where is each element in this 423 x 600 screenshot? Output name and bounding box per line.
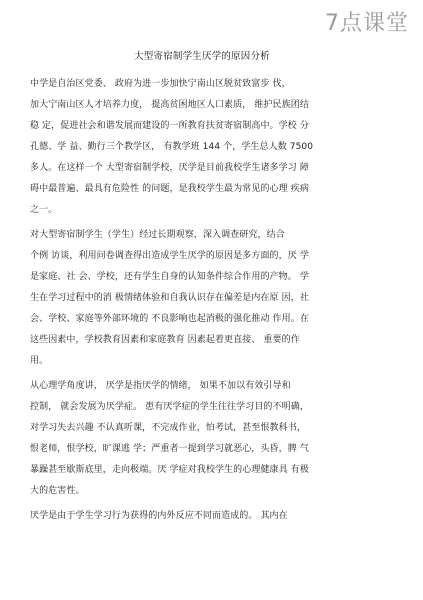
text-line: 用。 (30, 356, 49, 366)
text-line: 对大型寄宿制学生（学生）经过长期观察，深入调查研究，结合 (30, 230, 285, 240)
paragraph-4 (30, 506, 374, 527)
text-line: 会、学校、家庭等外部环境的 不良影响也起消极的强化推动 作用。在 (30, 314, 309, 324)
text-line: 恨老师，恨学校，旷课逃 学；严重者一提到学习就恶心，头昏，脾 气 (30, 444, 309, 454)
text-line: 是家庭、社 会、学校，还有学生自身的认知条件综合作用的产物。 学 (30, 272, 309, 282)
text-line: 之一。 (30, 205, 58, 215)
text-line: 多人。在这样一个 大型寄宿制学校，厌学是目前我校学生诸多学习 障 (30, 163, 309, 173)
text-line: 厌学是由于学生学习行为获得的内外反应不同而造成的。 其内在 (30, 511, 288, 521)
document-title: 大型寄宿制学生厌学的原因分析 (134, 51, 270, 62)
text-line: 加大宁南山区人才培养力度， 提高贫困地区人口素质， 维护民族团结 (30, 100, 309, 110)
text-line: 从心理学角度讲， 厌学是指厌学的情绪， 如果不加以有效引导和 (30, 381, 291, 391)
text-line: 稳 定，促进社会和谐发展而建设的一所教育扶贫寄宿制高中。学校 分 (30, 121, 309, 131)
text-line: 中学是自治区党委、 政府为进一步加快宁南山区脱贫致富步 伐， (30, 79, 291, 89)
text-line: 这些因素中，学校教育因素和家庭教育 因素起着更直接、 重要的作 (30, 335, 300, 345)
paragraph-2 (30, 225, 374, 372)
text-line: 大的危害性。 (30, 486, 85, 496)
text-line: 碍中最普遍、最具有危险性 的问题，是我校学生最为常见的心理 疾病 (30, 184, 309, 194)
text-line: 孔德、学 益、勤行三个教学区， 有教学班 144 个，学生总人数 7500 (30, 142, 314, 152)
paragraph-3 (30, 376, 374, 502)
text-line: 生在学习过程中的消 极情绪体验和自我认识存在偏差是内在原 因，社 (30, 293, 309, 303)
document-body (30, 48, 374, 531)
text-line: 控制， 就会发展为厌学症。 患有厌学症的学生往往学习目的不明确， (30, 402, 309, 412)
watermark-logo: 7点课堂 (325, 11, 409, 36)
paragraph-1 (30, 74, 374, 221)
text-line: 暴躁甚至歇斯底里，走向极端。厌 学症对我校学生的心理健康具 有极 (30, 465, 309, 475)
text-line: 对学习失去兴趣 不认真听课，不完成作业，怕考试，甚至恨教科书， (30, 423, 306, 433)
text-line: 个例 访谈，利用问卷调查得出造成学生厌学的原因是多方面的，厌 学 (30, 251, 309, 261)
